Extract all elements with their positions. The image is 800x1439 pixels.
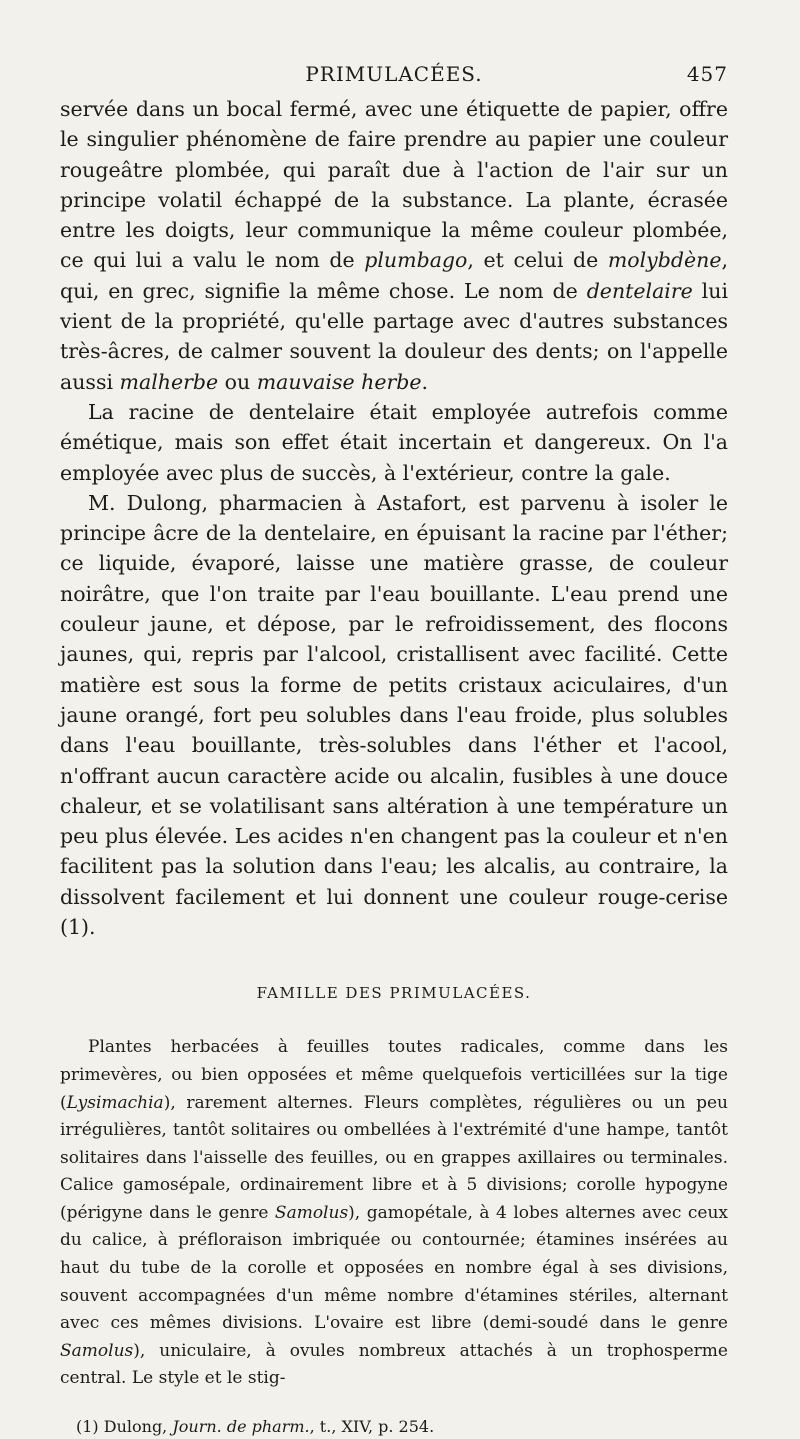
paragraph-plumbago: servée dans un bocal fermé, avec une étiquette de papier, offre le singulier phénomène de faire prendre au papier une couleur rougeâtre plombée, qui paraît due à l'action de l'air sur un principe volatil échappé de la substance. La plante, écrasée entre les doigts, leur communique la même couleur plombée, ce qui lui a valu le nom de plumbago, et celui de molybdène, qui, en grec, signifie la même chose. Le nom de dentelaire lui vient de la propriété, qu'elle partage avec d'autres substances très-âcres, de calmer souvent la douleur des dents; on l'appelle aussi malherbe ou mauvaise herbe.	[60, 97, 728, 394]
footnote: (1) Dulong, Journ. de pharm., t., XIV, p. 254.	[76, 1417, 435, 1437]
paragraph-racine: La racine de dentelaire était employée autrefois comme émétique, mais son effet était incertain et dangereux. On l'a employée avec plus de succès, à l'extérieur, contre la gale.	[60, 399, 728, 485]
page-number: 457	[686, 62, 728, 86]
running-title: PRIMULACÉES.	[305, 62, 483, 86]
paragraph-family: Plantes herbacées à feuilles toutes radicales, comme dans les primevères, ou bien opposées et même quelquefois verticillées sur la tige (Lysimachia), rarement alternes. Fleurs complètes, régulières ou un peu irrégulières, tantôt solitaires ou ombellées à l'extrémité d'une hampe, tantôt solitaires dans l'aisselle des feuilles, ou en grappes axillaires ou terminales. Calice gamosépale, ordinairement libre et à 5 divisions; corolle hypogyne (périgyne dans le genre Samolus), gamopétale, à 4 lobes alternes avec ceux du calice, à préfloraison imbriquée ou contournée; étamines insérées au haut du tube de la corolle et opposées en nombre égal à ses divisions, souvent accompagnées d'un même nombre d'étamines stériles, alternant avec ces mêmes divisions. L'ovaire est libre (demi-soudé dans le genre Samolus), uniculaire, à ovules nombreux attachés à un trophosperme central. Le style et le stig-	[60, 1037, 728, 1389]
running-head	[60, 60, 728, 94]
book-page	[60, 60, 728, 1439]
family-description	[60, 1034, 728, 1393]
main-text	[60, 94, 728, 942]
section-heading: FAMILLE DES PRIMULACÉES.	[256, 984, 532, 1003]
paragraph-dulong: M. Dulong, pharmacien à Astafort, est parvenu à isoler le principe âcre de la dentelaire, en épuisant la racine par l'éther; ce liquide, évaporé, laisse une matière grasse, de couleur noirâtre, que l'on traite par l'eau bouillante. L'eau prend une couleur jaune, et dépose, par le refroidissement, des flocons jaunes, qui, repris par l'alcool, cristallisent avec facilité. Cette matière est sous la forme de petits cristaux aciculaires, d'un jaune orangé, fort peu solubles dans l'eau froide, plus solubles dans l'eau bouillante, très-solubles dans l'éther et l'acool, n'offrant aucun caractère acide ou alcalin, fusibles à une douce chaleur, et se volatilisant sans altération à une température un peu plus élevée. Les acides n'en changent pas la couleur et n'en facilitent pas la solution dans l'eau; les alcalis, au contraire, la dissolvent facilement et lui donnent une couleur rouge-cerise (1).	[60, 490, 728, 940]
